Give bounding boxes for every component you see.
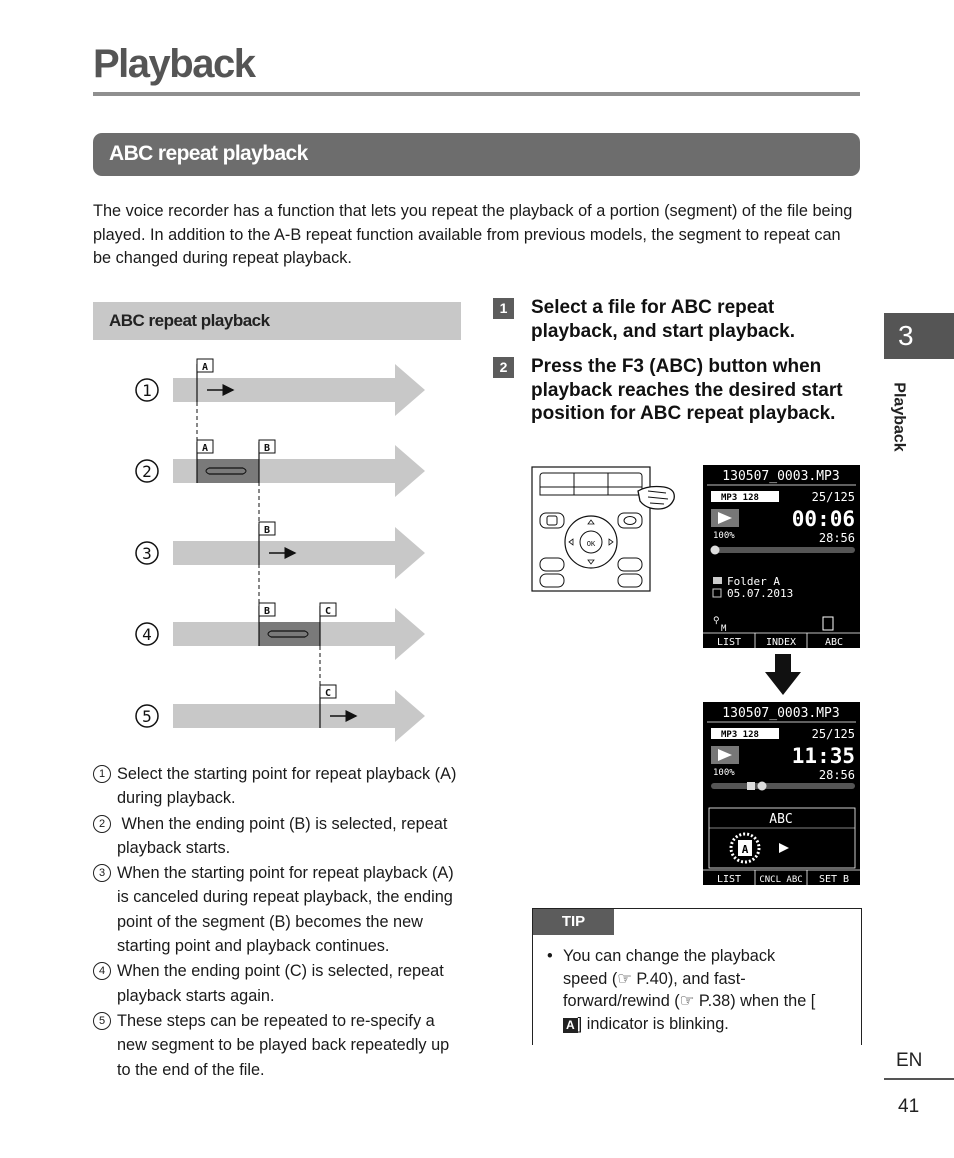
marker-a: A [201,443,209,454]
screen2-abc-label: ABC [769,812,793,827]
side-label-text: Playback [890,382,908,452]
screen1-date: 05.07.2013 [727,587,794,600]
note-item [93,762,463,811]
recorder-buttons-illustration [530,465,680,595]
step-number: 1 [493,298,514,319]
side-label [886,384,916,456]
step-2 [493,355,863,451]
step-1 [493,296,863,346]
screen2-time: 11:35 [791,744,855,768]
screen1-folder: Folder A [727,575,780,588]
chapter-tab [884,313,954,359]
step-number: 2 [493,357,514,378]
tip-box [532,908,862,1045]
tip-text [547,945,823,1035]
section-title: ABC repeat playback [109,142,308,165]
note-item [93,959,463,1008]
screen2-file-count: 25/125 [811,727,855,741]
screen1-softkey-list: LIST [716,637,742,648]
screen2-softkey-list: LIST [716,874,742,885]
note-number: 5 [93,1012,111,1030]
screen2-progress-knob [758,782,767,791]
screen1-softkey-abc: ABC [824,637,844,648]
chapter-number: 3 [898,320,914,351]
abc-repeat-diagram [93,350,463,750]
screen1-time: 00:06 [791,507,855,531]
row-number: 1 [142,381,152,400]
title-divider [93,92,860,96]
note-text: These steps can be repeated to re-specify a new segment to be played back repeatedly up to the end of the file. [117,1011,450,1079]
row-number: 3 [142,544,152,563]
marker-c: C [324,606,332,617]
screen1-speed: 100% [713,531,735,541]
bullet-icon: • [547,947,553,965]
diagram-row-1 [136,359,425,416]
a-indicator-icon: A [563,1018,578,1033]
diagram-notes [93,762,463,1082]
marker-c: C [324,688,332,699]
screen1-total: 28:56 [818,531,855,545]
row-number: 2 [142,462,152,481]
intro-paragraph: The voice recorder has a function that lets you repeat the playback of a portion (segment) of the file being played. In addition to the A-B repeat function available from previous models, the segment to repeat can be changed during repeat playback. [93,202,853,267]
tip-label: TIP [533,909,614,935]
step-text: Select a file for ABC repeat playback, and start playback. [531,297,796,342]
note-number: 4 [93,962,111,980]
note-number: 3 [93,864,111,882]
tip-text-part2: ] indicator is blinking. [577,1014,729,1033]
screen2-softkey-set-b: SET B [818,874,850,885]
note-text: When the ending point (B) is selected, repeat playback starts. [117,814,452,857]
screen1-filename: 130507_0003.MP3 [722,469,840,484]
diagram-row-3 [136,522,425,579]
marker-a: A [201,362,209,373]
page-title: Playback [93,42,255,86]
screen2-speed: 100% [713,768,735,778]
recorder-screen-2 [703,702,860,885]
screen2-total: 28:56 [818,768,855,782]
diagram-row-5 [136,685,425,742]
screen1-mic: M [721,624,727,634]
screen1-softkey-index: INDEX [765,637,797,648]
language-label: EN [896,1050,923,1071]
screen1-format: MP3 128 [721,493,759,503]
note-number: 1 [93,765,111,783]
screen1-progress-knob [711,546,720,555]
marker-b: B [263,443,271,454]
subsection-header [93,302,461,340]
screen2-progress-track [711,783,855,789]
marker-b: B [263,606,271,617]
note-item [93,1009,463,1082]
row-number: 4 [142,625,152,644]
recorder-screen-1 [703,465,860,648]
note-number: 2 [93,815,111,833]
section-header [93,133,860,176]
page-number: 41 [898,1096,920,1117]
footer-divider [884,1078,954,1080]
screen1-progress-track [711,547,855,553]
svg-text:⚲: ⚲ [713,616,720,626]
folder-icon [713,577,722,584]
ok-label: OK [586,540,596,548]
tip-text-part1: You can change the playback speed (☞ P.40), and fast-forward/rewind (☞ P.38) when the [ [563,947,816,1010]
note-text: Select the starting point for repeat playback (A) during playback. [117,765,457,808]
screen2-softkey-cncl-abc: CNCL ABC [759,875,803,885]
note-item [93,861,463,958]
marker-b: B [263,525,271,536]
screen2-format: MP3 128 [721,730,759,740]
subsection-title: ABC repeat playback [109,311,270,330]
diagram-row-2 [136,440,425,497]
note-text: When the ending point (C) is selected, repeat playback starts again. [117,962,444,1005]
note-item [93,812,463,861]
screen2-marker: A [741,843,749,856]
diagram-row-4 [136,603,425,660]
screen1-file-count: 25/125 [811,490,855,504]
note-text: When the starting point for repeat playback (A) is canceled during repeat playback, the ending point of the segment (B) becomes the new starting point and playback continues. [117,864,454,956]
step-text: Press the F3 (ABC) button when playback reaches the desired start position for ABC repeat playback. [531,356,843,424]
down-arrow-icon [764,654,802,696]
screen2-filename: 130507_0003.MP3 [722,706,840,721]
row-number: 5 [142,707,152,726]
